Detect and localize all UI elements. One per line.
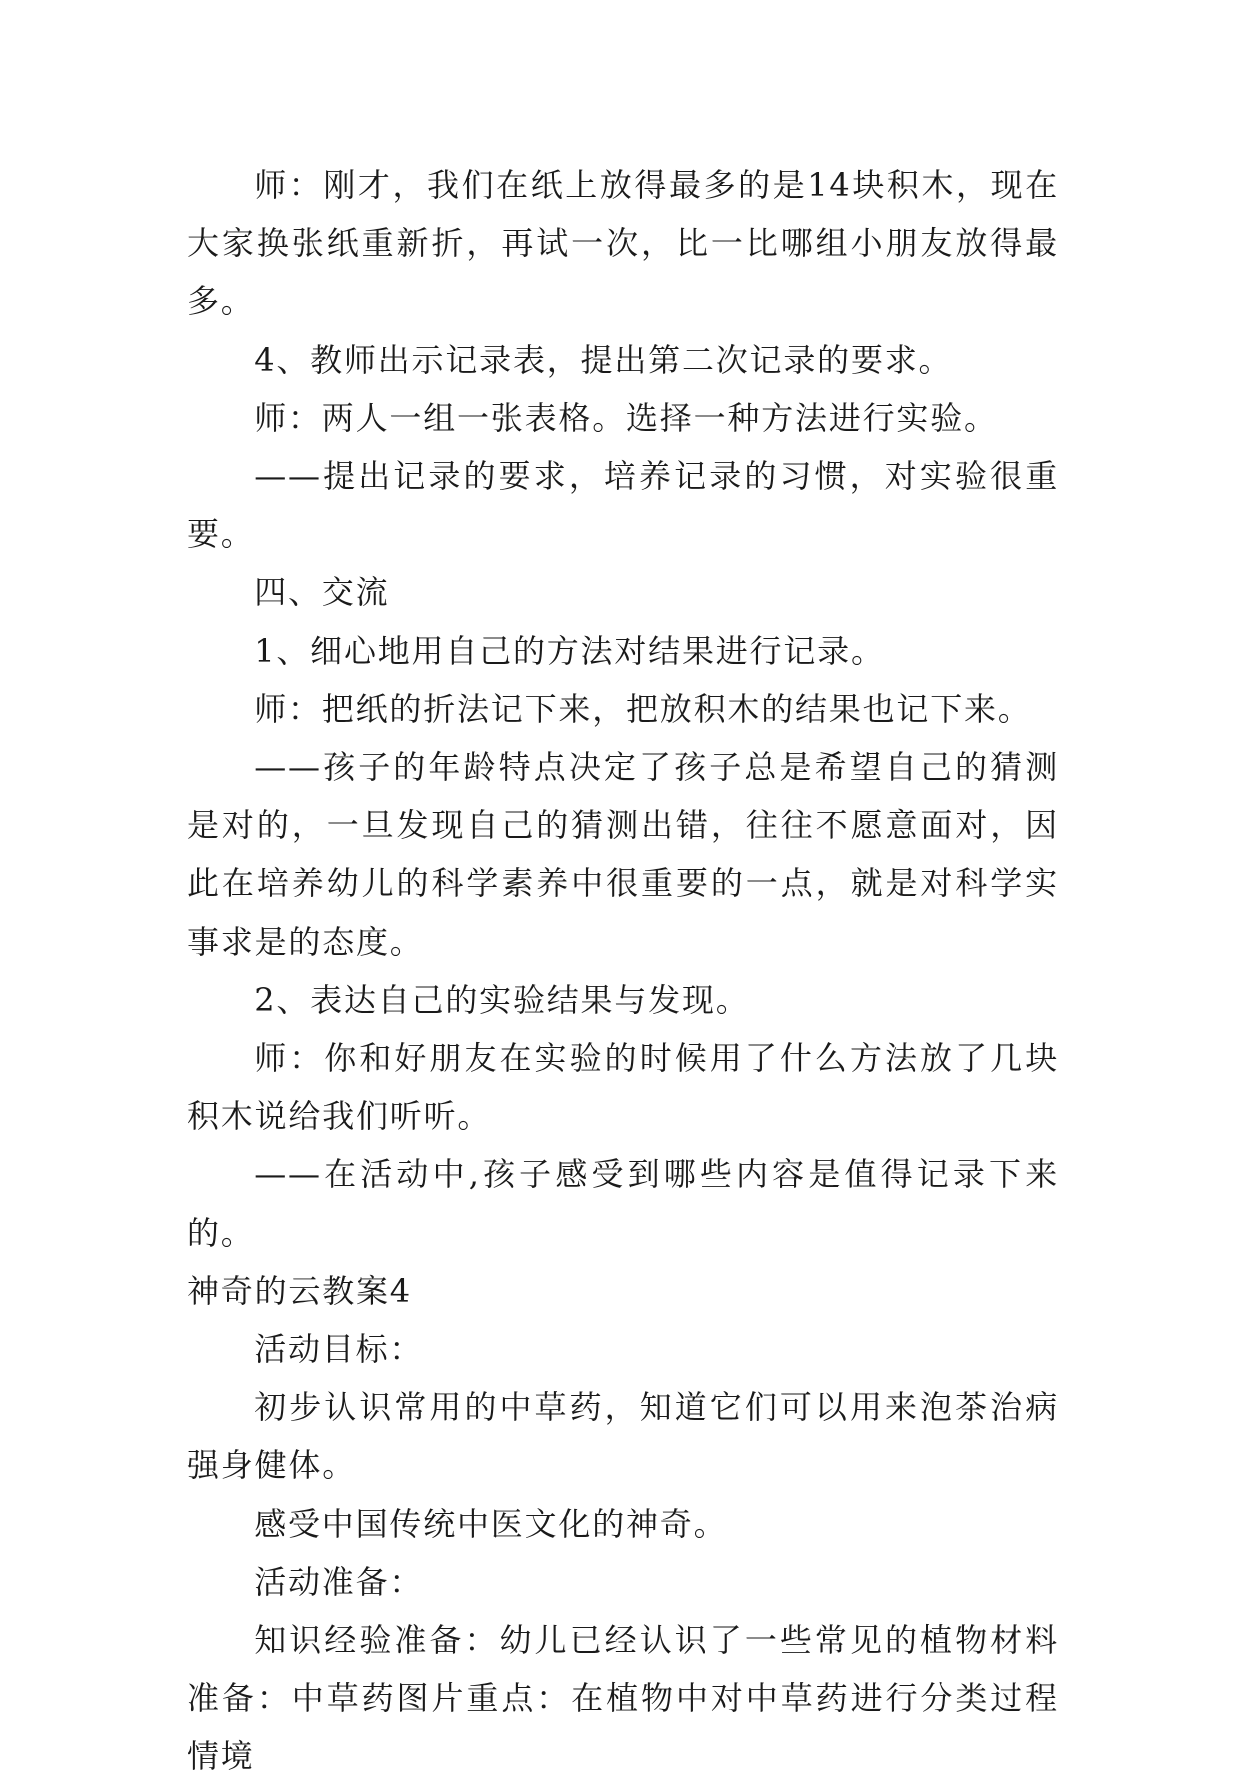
paragraph-4: ——提出记录的要求，培养记录的习惯，对实验很重要。 (187, 457, 1059, 554)
paragraph-11: ——在活动中,孩子感受到哪些内容是值得记录下来的。 (187, 1155, 1059, 1252)
paragraph-1: 师：刚才，我们在纸上放得最多的是14块积木，现在大家换张纸重新折，再试一次，比一比哪组小朋友放得最多。 (187, 166, 1059, 321)
activity-goals-heading: 活动目标： (254, 1330, 424, 1369)
paragraph-9: 2、表达自己的实验结果与发现。 (254, 980, 750, 1019)
paragraph-7: 师：把纸的折法记下来，把放积木的结果也记下来。 (254, 689, 1032, 728)
paragraph-3: 师：两人一组一张表格。选择一种方法进行实验。 (254, 398, 998, 437)
section-heading-exchange: 四、交流 (254, 573, 390, 612)
paragraph-15: 感受中国传统中医文化的神奇。 (254, 1504, 728, 1543)
paragraph-2: 4、教师出示记录表，提出第二次记录的要求。 (254, 340, 953, 379)
paragraph-6: 1、细心地用自己的方法对结果进行记录。 (254, 631, 885, 670)
lesson-plan-title: 神奇的云教案4 (187, 1271, 412, 1310)
paragraph-8: ——孩子的年龄特点决定了孩子总是希望自己的猜测是对的，一旦发现自己的猜测出错，往往不愿意面对，因此在培养幼儿的科学素养中很重要的一点，就是对科学实事求是的态度。 (187, 748, 1059, 961)
paragraph-14: 初步认识常用的中草药，知道它们可以用来泡茶治病强身健体。 (187, 1388, 1059, 1485)
document-body (187, 156, 1059, 1786)
paragraph-10: 师：你和好朋友在实验的时候用了什么方法放了几块积木说给我们听听。 (187, 1039, 1059, 1136)
activity-prep-heading: 活动准备： (254, 1562, 424, 1601)
paragraph-17: 知识经验准备：幼儿已经认识了一些常见的植物材料准备：中草药图片重点：在植物中对中草药进行分类过程情境 (187, 1621, 1059, 1776)
